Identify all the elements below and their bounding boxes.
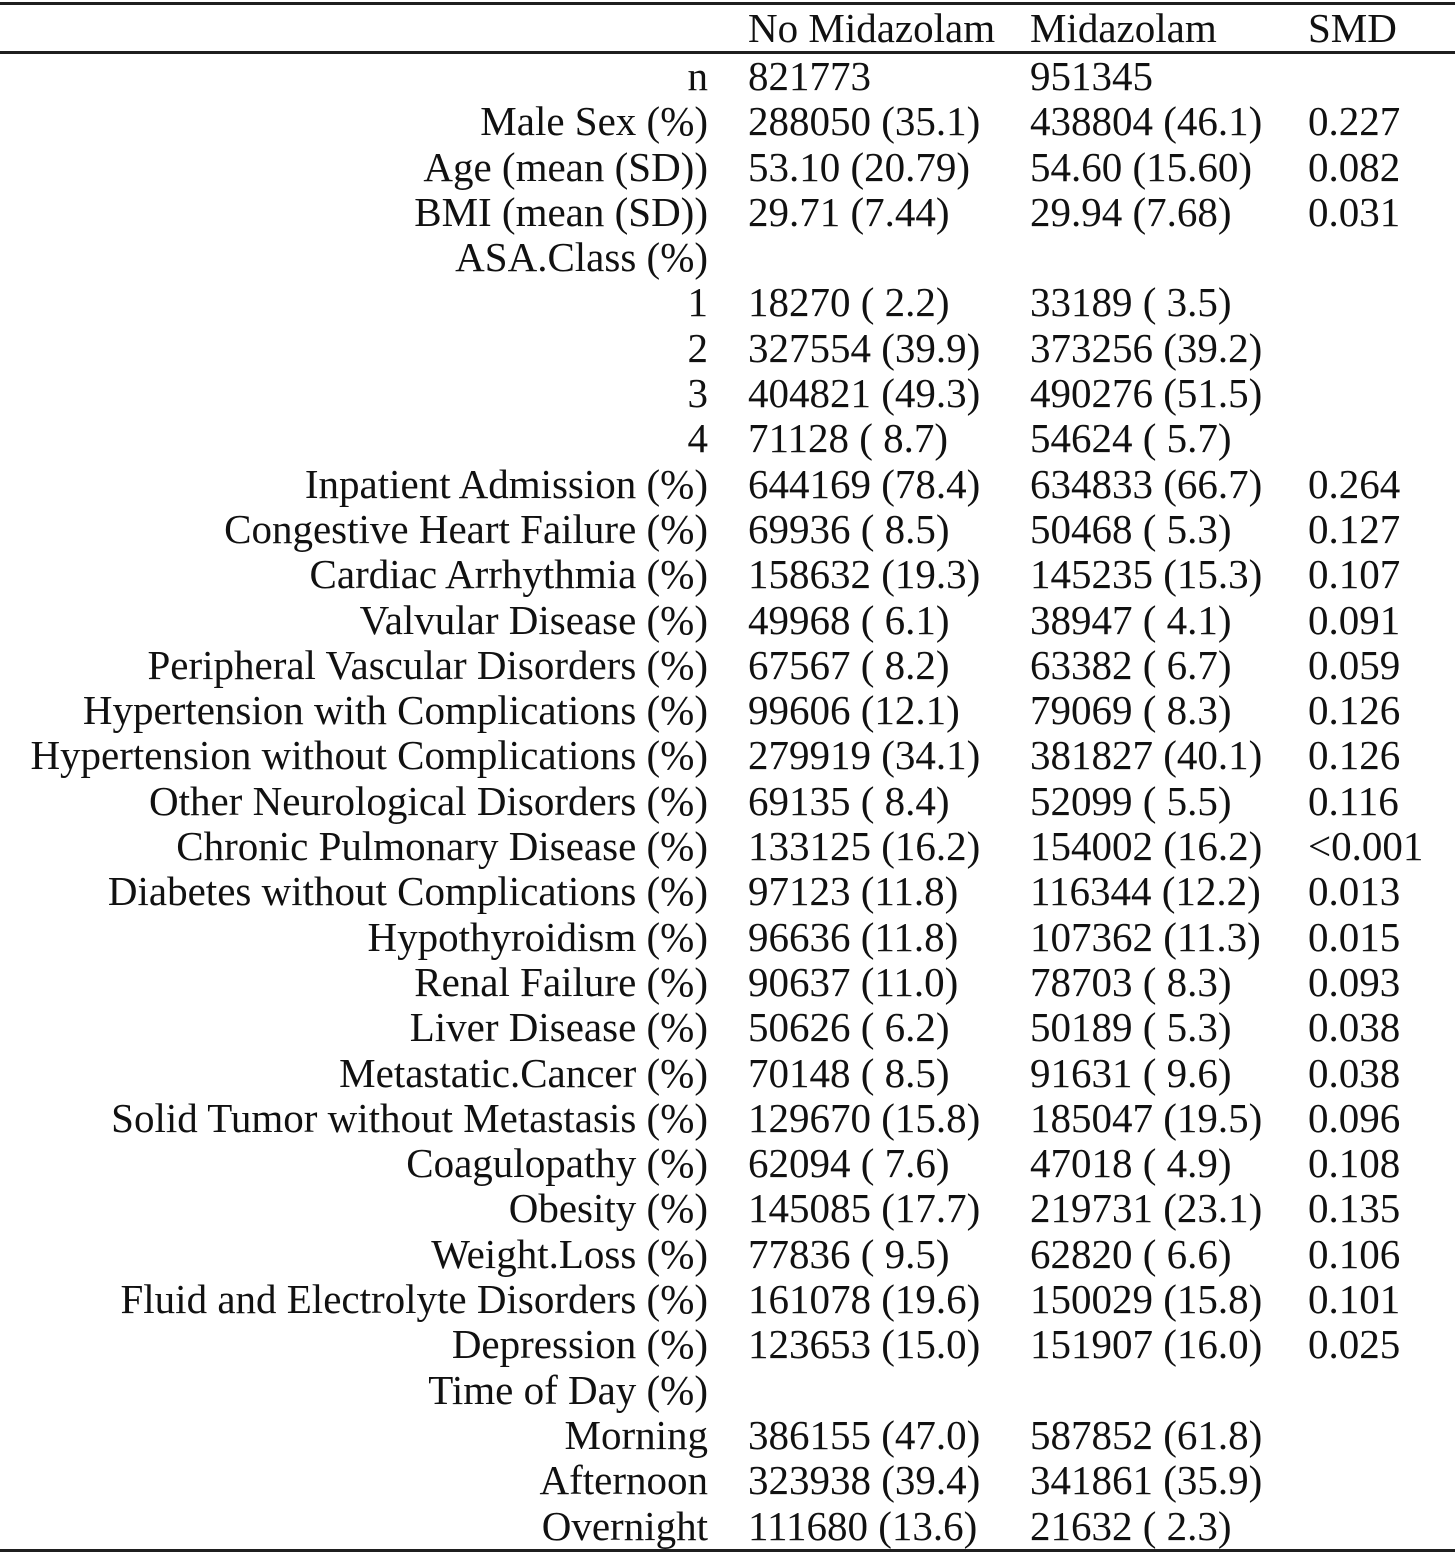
midazolam-value-cell: 438804 (46.1) [1030,99,1263,145]
midazolam-value-cell: 38947 ( 4.1) [1030,597,1232,643]
smd-value-cell: 0.127 [1308,506,1401,552]
smd-value-cell: 0.031 [1308,189,1401,235]
midazolam-value-cell: 91631 ( 9.6) [1030,1050,1232,1096]
row-label-cell: Weight.Loss (%) [431,1231,708,1277]
table-row [0,1141,1455,1186]
table-row [0,235,1455,280]
smd-value-cell: 0.025 [1308,1322,1401,1368]
row-label-cell: ASA.Class (%) [455,235,708,281]
smd-value-cell: 0.015 [1308,914,1401,960]
row-label-cell: Hypertension with Complications (%) [82,688,708,734]
midazolam-value-cell: 63382 ( 6.7) [1030,642,1232,688]
no-midazolam-value-cell: 145085 (17.7) [748,1186,981,1232]
table-row [0,99,1455,144]
smd-value-cell: 0.096 [1308,1095,1401,1141]
no-midazolam-value-cell: 29.71 (7.44) [748,189,950,235]
midazolam-value-cell: 185047 (19.5) [1030,1095,1263,1141]
table-row [0,1005,1455,1050]
table-row [0,416,1455,461]
midazolam-value-cell: 951345 [1030,53,1153,99]
no-midazolam-value-cell: 96636 (11.8) [748,914,959,960]
table-row [0,326,1455,371]
row-label-cell: Renal Failure (%) [414,959,708,1005]
midazolam-value-cell: 490276 (51.5) [1030,371,1263,417]
smd-value-cell [1308,1413,1455,1458]
midazolam-value-cell: 150029 (15.8) [1030,1277,1263,1323]
table-row [0,643,1455,688]
midazolam-value-cell: 219731 (23.1) [1030,1186,1263,1232]
table-row [0,779,1455,824]
header-midazolam: Midazolam [1030,4,1308,53]
row-label-cell: 3 [687,371,708,417]
midazolam-value-cell: 50468 ( 5.3) [1030,506,1232,552]
midazolam-value-cell: 21632 ( 2.3) [1030,1503,1232,1549]
table-row [0,960,1455,1005]
smd-value-cell: 0.126 [1308,688,1401,734]
smd-value-cell [1308,235,1455,280]
smd-value-cell: 0.013 [1308,869,1401,915]
no-midazolam-value-cell [748,1368,1030,1413]
smd-value-cell: 0.126 [1308,733,1401,779]
row-label-cell: Overnight [541,1503,708,1549]
header-blank-cell [0,4,748,53]
smd-value-cell: 0.093 [1308,959,1401,1005]
midazolam-value-cell: 107362 (11.3) [1030,914,1261,960]
smd-value-cell: 0.108 [1308,1141,1401,1187]
row-label-cell: Peripheral Vascular Disorders (%) [147,642,708,688]
row-label-cell: Obesity (%) [508,1186,708,1232]
no-midazolam-value-cell [748,235,1030,280]
row-label-cell: Depression (%) [451,1322,708,1368]
midazolam-value-cell [1030,1368,1308,1413]
midazolam-value-cell: 154002 (16.2) [1030,824,1263,870]
row-label-cell: Solid Tumor without Metastasis (%) [111,1095,708,1141]
row-label-cell: Congestive Heart Failure (%) [224,506,708,552]
smd-value-cell: 0.227 [1308,99,1401,145]
table-row [0,371,1455,416]
midazolam-value-cell: 373256 (39.2) [1030,325,1263,371]
smd-value-cell: 0.101 [1308,1277,1401,1323]
midazolam-value-cell: 634833 (66.7) [1030,461,1263,507]
no-midazolam-value-cell: 644169 (78.4) [748,461,981,507]
smd-value-cell: 0.059 [1308,642,1401,688]
midazolam-value-cell: 587852 (61.8) [1030,1412,1263,1458]
smd-value-cell: 0.082 [1308,144,1401,190]
midazolam-value-cell: 151907 (16.0) [1030,1322,1263,1368]
row-label-cell: Male Sex (%) [480,99,708,145]
no-midazolam-value-cell: 323938 (39.4) [748,1458,981,1504]
table-row [0,1186,1455,1231]
row-label-cell: Time of Day (%) [428,1367,708,1413]
table-row [0,280,1455,325]
midazolam-value-cell: 33189 ( 3.5) [1030,280,1232,326]
table-row [0,824,1455,869]
smd-value-cell: 0.106 [1308,1231,1401,1277]
row-label-cell: 1 [687,280,708,326]
row-label-cell: Afternoon [539,1458,708,1504]
table-row [0,1096,1455,1141]
no-midazolam-value-cell: 77836 ( 9.5) [748,1231,950,1277]
midazolam-value-cell: 29.94 (7.68) [1030,189,1232,235]
midazolam-value-cell: 54.60 (15.60) [1030,144,1253,190]
row-label-cell: Hypertension without Complications (%) [30,733,708,779]
smd-value-cell: <0.001 [1308,824,1424,870]
row-label-cell: Other Neurological Disorders (%) [148,778,708,824]
row-label-cell: Age (mean (SD)) [423,144,708,190]
table-row [0,1368,1455,1413]
row-label-cell: 2 [687,325,708,371]
no-midazolam-value-cell: 327554 (39.9) [748,325,981,371]
no-midazolam-value-cell: 97123 (11.8) [748,869,959,915]
no-midazolam-value-cell: 111680 (13.6) [748,1503,978,1549]
smd-value-cell: 0.038 [1308,1005,1401,1051]
no-midazolam-value-cell: 99606 (12.1) [748,688,960,734]
table-row [0,1458,1455,1503]
midazolam-value-cell: 79069 ( 8.3) [1030,688,1232,734]
row-label-cell: Morning [564,1412,708,1458]
row-label-cell: Cardiac Arrhythmia (%) [309,552,708,598]
table-row [0,598,1455,643]
table-row [0,552,1455,597]
row-label-cell: Valvular Disease (%) [359,597,708,643]
row-label-cell: Inpatient Admission (%) [304,461,708,507]
table-header [0,4,1455,53]
no-midazolam-value-cell: 90637 (11.0) [748,959,959,1005]
row-label-cell: Metastatic.Cancer (%) [339,1050,708,1096]
row-label-cell: Liver Disease (%) [409,1005,708,1051]
midazolam-value-cell: 47018 ( 4.9) [1030,1141,1232,1187]
no-midazolam-value-cell: 386155 (47.0) [748,1412,981,1458]
table-row [0,462,1455,507]
midazolam-value-cell: 54624 ( 5.7) [1030,416,1232,462]
no-midazolam-value-cell: 71128 ( 8.7) [748,416,949,462]
header-row [0,4,1455,53]
baseline-characteristics-table [0,2,1455,1552]
smd-value-cell [1308,1458,1455,1503]
no-midazolam-value-cell: 133125 (16.2) [748,824,981,870]
table-row [0,145,1455,190]
midazolam-value-cell: 381827 (40.1) [1030,733,1263,779]
no-midazolam-value-cell: 279919 (34.1) [748,733,981,779]
table-row [0,869,1455,914]
table-row [0,1232,1455,1277]
smd-value-cell [1308,371,1455,416]
row-label-cell: Hypothyroidism (%) [367,914,708,960]
smd-value-cell: 0.116 [1308,778,1399,824]
midazolam-value-cell: 341861 (35.9) [1030,1458,1263,1504]
no-midazolam-value-cell: 62094 ( 7.6) [748,1141,950,1187]
table-body [0,53,1455,1551]
no-midazolam-value-cell: 18270 ( 2.2) [748,280,950,326]
row-label-cell: Fluid and Electrolyte Disorders (%) [120,1277,708,1323]
smd-value-cell: 0.038 [1308,1050,1401,1096]
row-label-cell: Diabetes without Complications (%) [107,869,708,915]
table-row [0,688,1455,733]
no-midazolam-value-cell: 69936 ( 8.5) [748,506,950,552]
table-row [0,1277,1455,1322]
no-midazolam-value-cell: 123653 (15.0) [748,1322,981,1368]
row-label-cell: BMI (mean (SD)) [414,189,708,235]
no-midazolam-value-cell: 70148 ( 8.5) [748,1050,950,1096]
table-row [0,190,1455,235]
row-label-cell: 4 [687,416,708,462]
row-label-cell: Chronic Pulmonary Disease (%) [176,824,708,870]
midazolam-value-cell [1030,235,1308,280]
row-label-cell: Coagulopathy (%) [406,1141,708,1187]
smd-value-cell: 0.107 [1308,552,1401,598]
table-row [0,1051,1455,1096]
midazolam-value-cell: 52099 ( 5.5) [1030,778,1232,824]
midazolam-value-cell: 50189 ( 5.3) [1030,1005,1232,1051]
header-smd: SMD [1308,4,1455,53]
smd-value-cell [1308,416,1455,461]
midazolam-value-cell: 62820 ( 6.6) [1030,1231,1232,1277]
table-row [0,915,1455,960]
no-midazolam-value-cell: 49968 ( 6.1) [748,597,950,643]
no-midazolam-value-cell: 821773 [748,53,871,99]
no-midazolam-value-cell: 158632 (19.3) [748,552,981,598]
smd-value-cell: 0.264 [1308,461,1401,507]
midazolam-value-cell: 116344 (12.2) [1030,869,1261,915]
no-midazolam-value-cell: 129670 (15.8) [748,1095,981,1141]
table-row [0,1413,1455,1458]
smd-value-cell [1308,53,1455,100]
no-midazolam-value-cell: 53.10 (20.79) [748,144,971,190]
smd-value-cell [1308,1504,1455,1551]
table-row [0,733,1455,778]
no-midazolam-value-cell: 404821 (49.3) [748,371,981,417]
row-label-cell: n [687,53,708,99]
header-no-midazolam: No Midazolam [748,4,1030,53]
table-row [0,1322,1455,1367]
table-row [0,1504,1455,1551]
smd-value-cell [1308,1368,1455,1413]
smd-value-cell: 0.091 [1308,597,1401,643]
no-midazolam-value-cell: 67567 ( 8.2) [748,642,950,688]
midazolam-value-cell: 145235 (15.3) [1030,552,1263,598]
table-row [0,53,1455,100]
smd-value-cell: 0.135 [1308,1186,1401,1232]
no-midazolam-value-cell: 69135 ( 8.4) [748,778,950,824]
smd-value-cell [1308,280,1455,325]
smd-value-cell [1308,326,1455,371]
no-midazolam-value-cell: 288050 (35.1) [748,99,981,145]
midazolam-value-cell: 78703 ( 8.3) [1030,959,1232,1005]
no-midazolam-value-cell: 50626 ( 6.2) [748,1005,950,1051]
table-row [0,507,1455,552]
no-midazolam-value-cell: 161078 (19.6) [748,1277,981,1323]
